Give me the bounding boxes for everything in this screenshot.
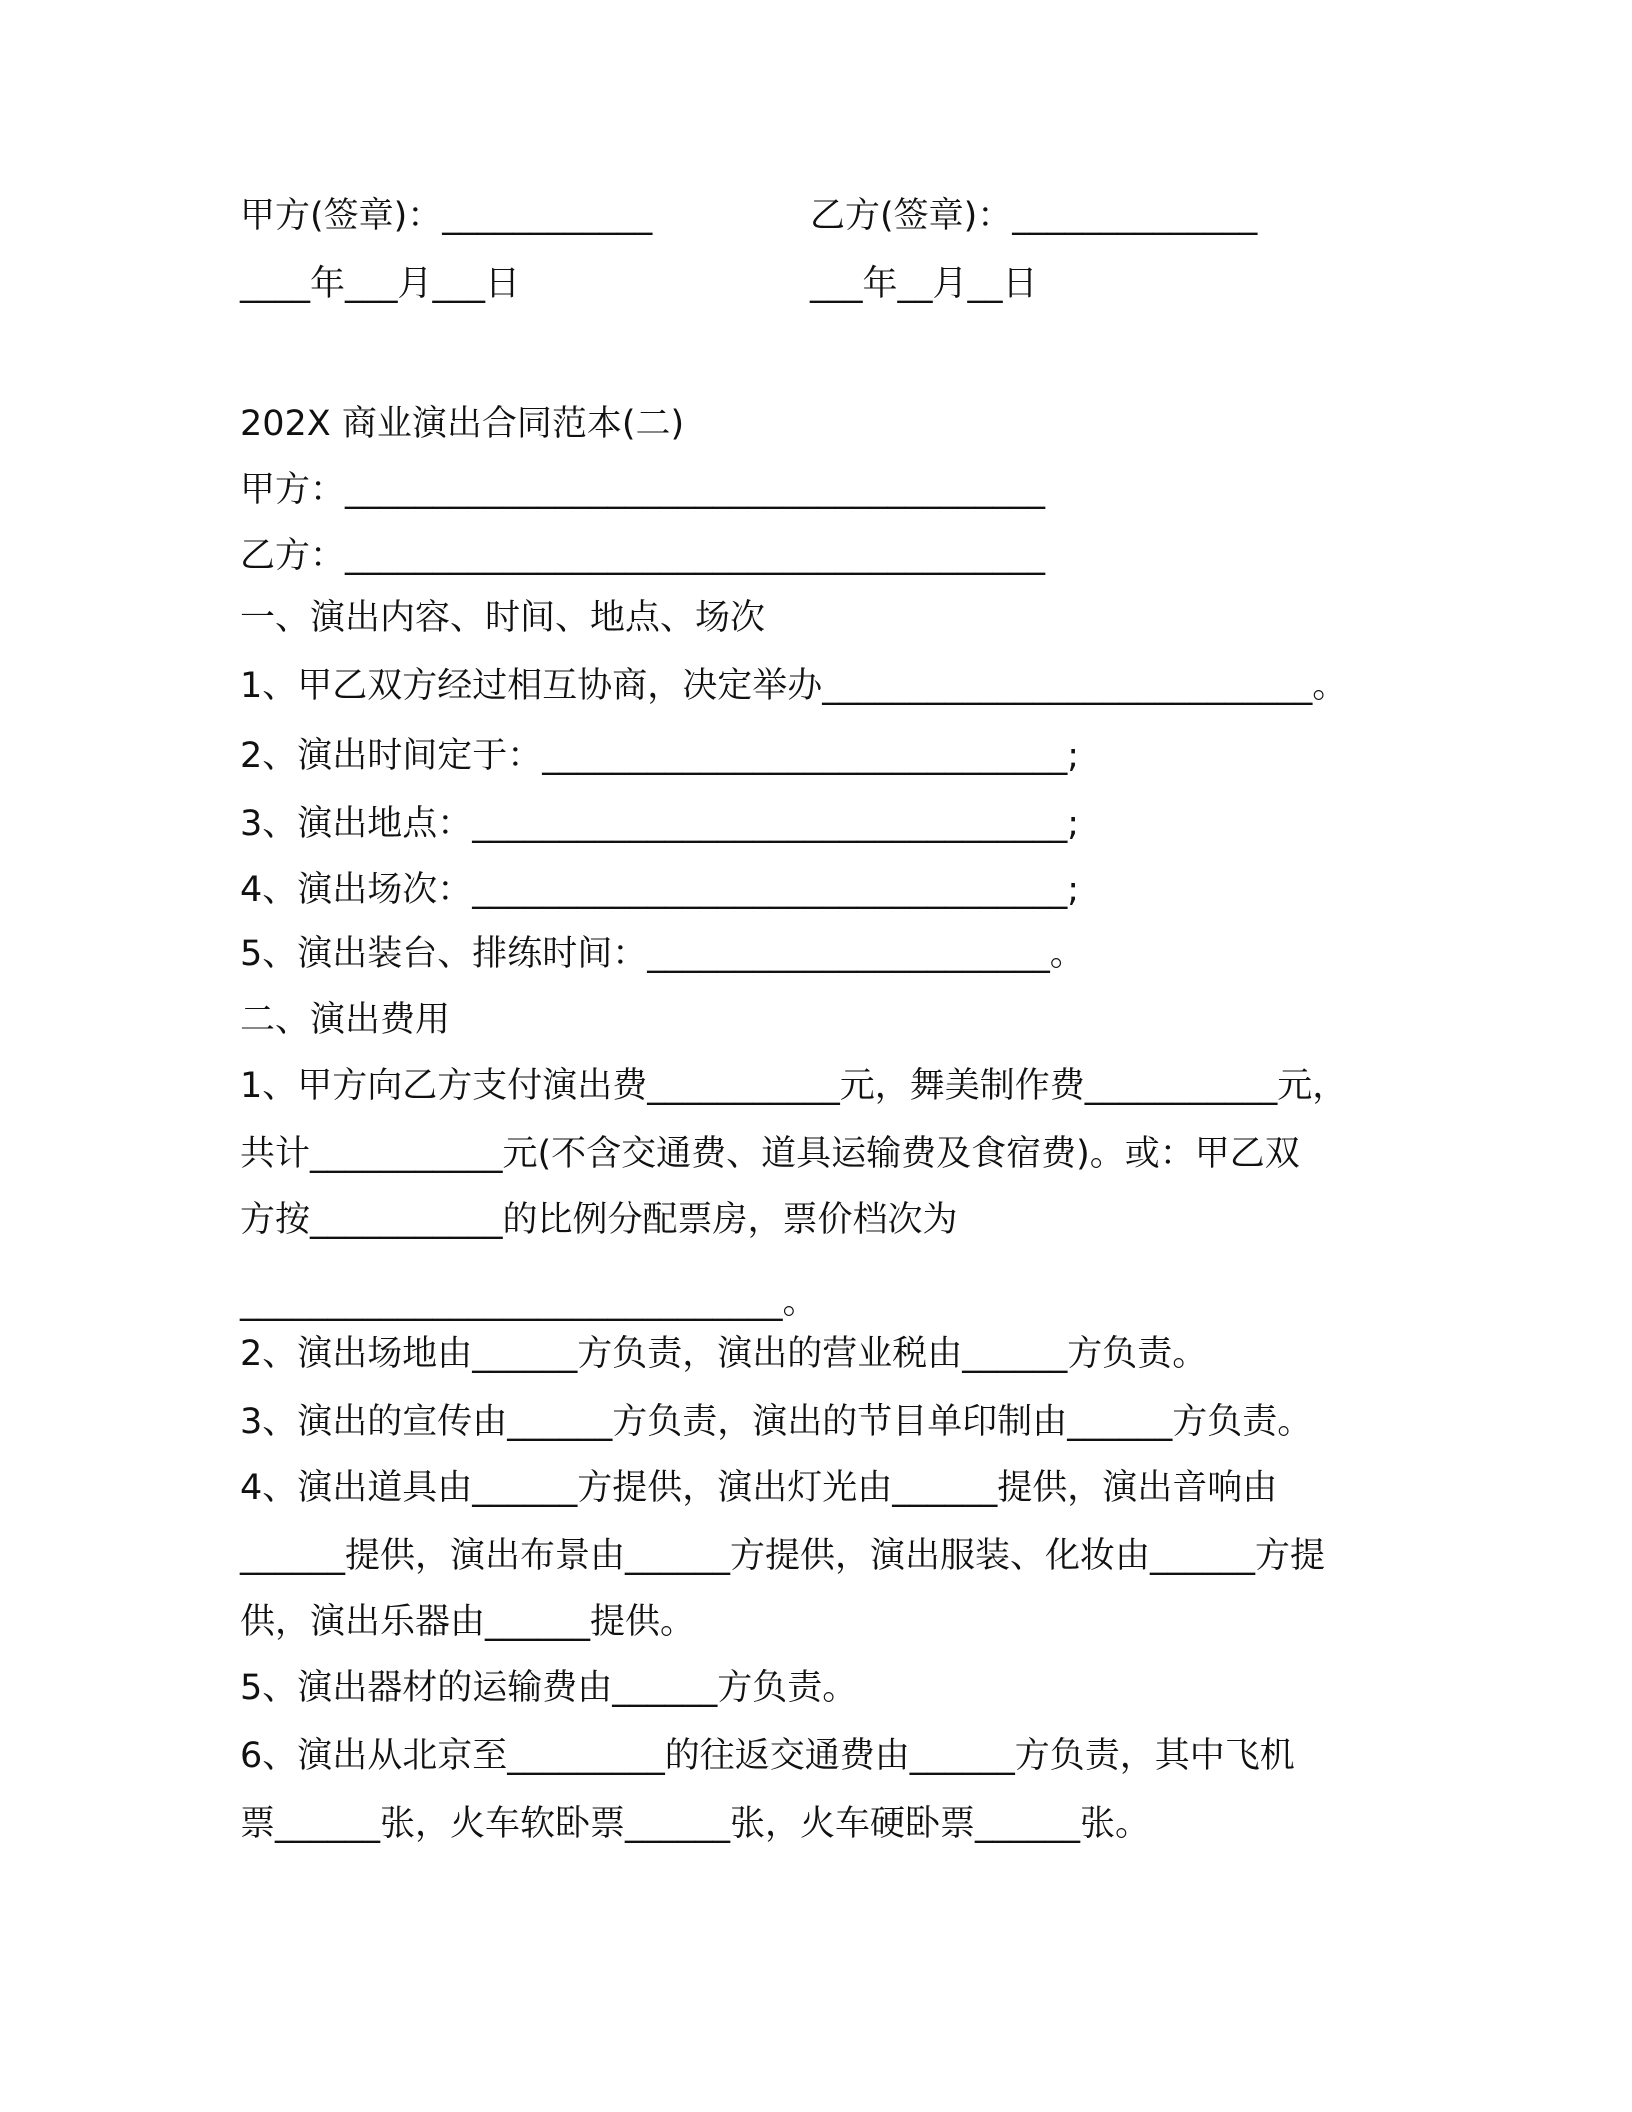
contract-title: 202X 商业演出合同范本(二) (240, 404, 685, 444)
clause-line: 4、演出道具由______方提供，演出灯光由______提供，演出音响由 (240, 1468, 1278, 1508)
clause-line: ______提供，演出布景由______方提供，演出服装、化妆由______方提 (240, 1536, 1326, 1576)
clause-line: 票______张，火车软卧票______张，火车硬卧票______张。 (240, 1804, 1151, 1844)
clause-line: 2、演出场地由______方负责，演出的营业税由______方负责。 (240, 1334, 1208, 1374)
section-heading: 一、演出内容、时间、地点、场次 (240, 598, 766, 638)
clause-line: 3、演出地点：__________________________________; (240, 804, 1080, 844)
clause-line: _______________________________。 (240, 1282, 818, 1322)
clause-line: 共计___________元(不含交通费、道具运输费及食宿费)。或：甲乙双 (240, 1134, 1300, 1174)
clause-line: 6、演出从北京至_________的往返交通费由______方负责，其中飞机 (240, 1736, 1295, 1776)
party-b-date-line: ___年__月__日 (810, 264, 1038, 304)
clause-line: 1、甲乙双方经过相互协商，决定举办____________________________。 (240, 666, 1348, 706)
clause-line: 5、演出装台、排练时间：_______________________。 (240, 934, 1085, 974)
clause-line: 5、演出器材的运输费由______方负责。 (240, 1668, 858, 1708)
party-b-signature-line: 乙方(签章)：______________ (810, 196, 1258, 236)
party-a-date-line: ____年___月___日 (240, 264, 521, 304)
section-heading: 二、演出费用 (240, 1000, 451, 1040)
party-a-field: 甲方：________________________________________ (240, 470, 1046, 510)
clause-line: 2、演出时间定于：______________________________; (240, 736, 1080, 776)
clause-line: 3、演出的宣传由______方负责，演出的节目单印制由______方负责。 (240, 1402, 1313, 1442)
party-a-signature-line: 甲方(签章)：____________ (240, 196, 653, 236)
clause-line: 供，演出乐器由______提供。 (240, 1602, 696, 1642)
clause-line: 1、甲方向乙方支付演出费___________元，舞美制作费___________元， (240, 1066, 1348, 1106)
clause-line: 方按___________的比例分配票房，票价档次为 (240, 1200, 958, 1240)
party-b-field: 乙方：________________________________________ (240, 536, 1046, 576)
clause-line: 4、演出场次：__________________________________; (240, 870, 1080, 910)
